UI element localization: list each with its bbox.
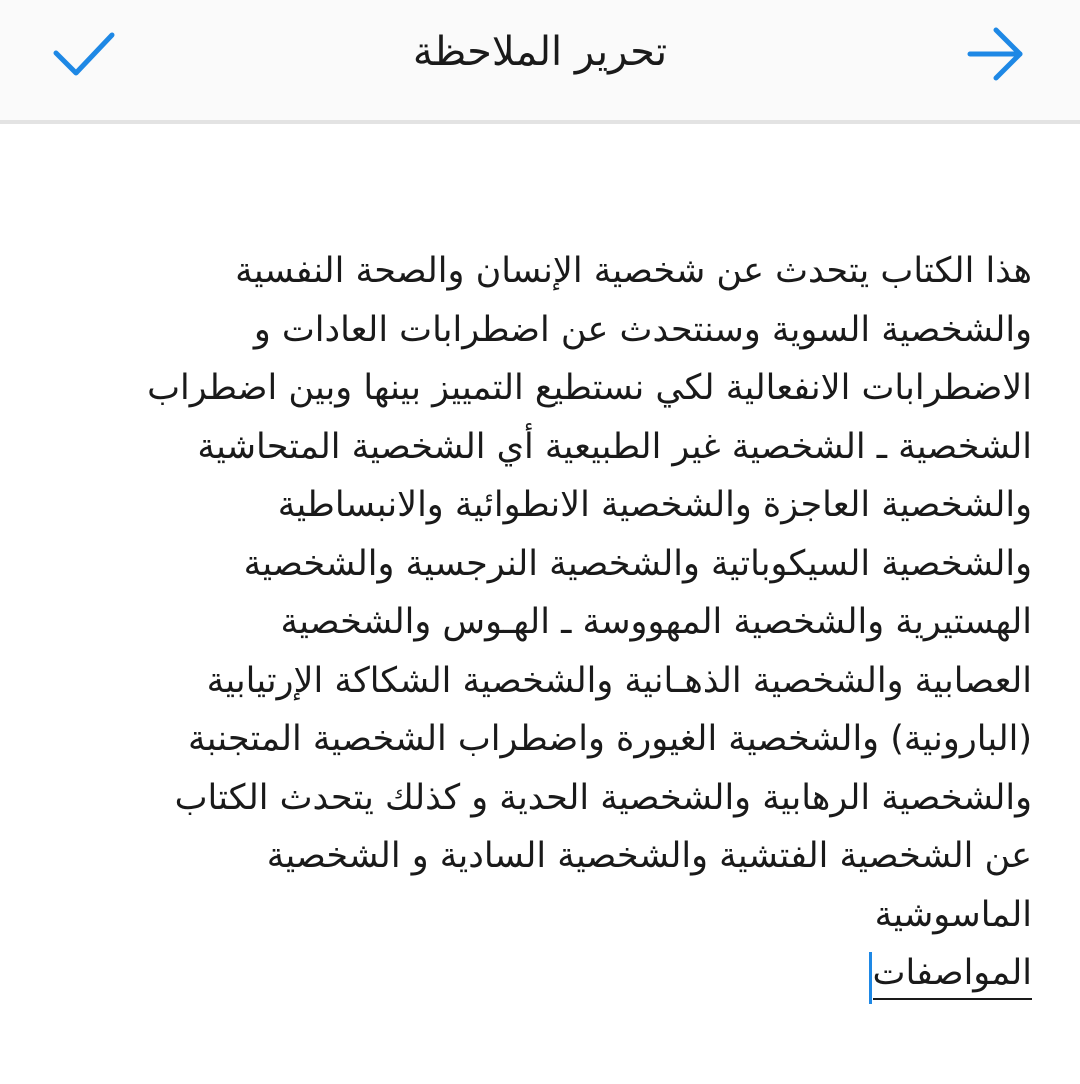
note-line: (البارونية) والشخصية الغيورة واضطراب الشخصية المتجنبة <box>188 719 1032 759</box>
page-title: تحرير الملاحظة <box>412 29 668 75</box>
check-icon <box>52 29 116 79</box>
note-line: هذا الكتاب يتحدث عن شخصية الإنسان والصحة النفسية <box>235 251 1032 291</box>
confirm-button[interactable] <box>46 20 122 88</box>
note-line: والشخصية السوية وسنتحدث عن اضطرابات العادات و <box>253 309 1032 350</box>
note-line: العصابية والشخصية الذهـانية والشخصية الشكاكة الإرتيابية <box>206 660 1032 701</box>
note-line: والشخصية السيكوباتية والشخصية النرجسية والشخصية <box>243 543 1032 584</box>
underlined-word <box>873 948 1032 1000</box>
note-line-current <box>40 944 1032 1003</box>
note-line: الماسوشية <box>874 894 1032 935</box>
note-line: عن الشخصية الفتشية والشخصية السادية و الشخصية <box>266 836 1032 876</box>
text-cursor <box>869 952 872 1004</box>
back-button[interactable] <box>958 20 1034 88</box>
top-app-bar <box>0 0 1080 120</box>
note-line: الاضطرابات الانفعالية لكي نستطيع التمييز بينها وبين اضطراب <box>147 368 1032 408</box>
note-line: والشخصية العاجزة والشخصية الانطوائية والانبساطية <box>277 485 1032 525</box>
current-word: المواصفات <box>872 953 1032 993</box>
header-divider <box>0 120 1080 124</box>
note-line: الشخصية ـ الشخصية غير الطبيعية أي الشخصية المتحاشية <box>197 426 1032 467</box>
note-line: والشخصية الرهابية والشخصية الحدية و كذلك يتحدث الكتاب <box>174 777 1032 818</box>
note-text-editor[interactable] <box>40 242 1032 1003</box>
arrow-right-icon <box>966 26 1026 82</box>
note-line: الهستيرية والشخصية المهووسة ـ الهـوس والشخصية <box>280 602 1032 642</box>
